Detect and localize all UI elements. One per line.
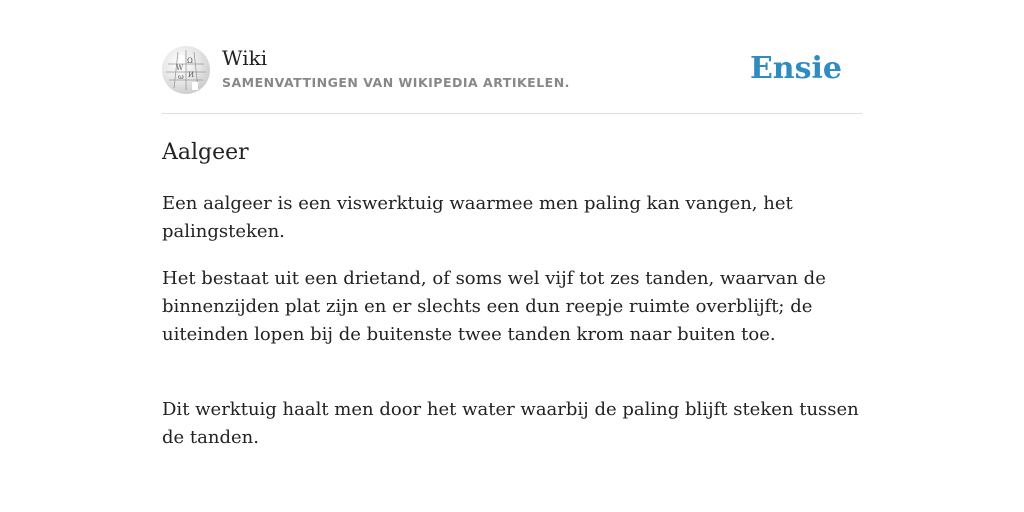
- svg-text:И: И: [188, 71, 195, 79]
- site-header: [162, 0, 862, 114]
- article: [162, 138, 862, 452]
- wikipedia-globe-icon[interactable]: [162, 46, 210, 94]
- svg-text:Ω: Ω: [187, 57, 193, 65]
- article-paragraph: Het bestaat uit een drietand, of soms wel vijf tot zes tanden, waarvan de binnenzijden plat zijn en er slechts een dun reepje ruimte overblijft; de uiteinden lopen bij de buitenste twee tanden krom naar buiten toe.: [162, 268, 826, 345]
- ensie-logo-link[interactable]: Ensie: [749, 51, 842, 86]
- article-title: Aalgeer: [162, 140, 249, 165]
- article-body: [162, 190, 862, 452]
- site-name: Wiki: [222, 46, 268, 70]
- site-tagline: SAMENVATTINGEN VAN WIKIPEDIA ARTIKELEN.: [222, 75, 570, 90]
- svg-text:W: W: [176, 64, 184, 72]
- content-container: [162, 0, 862, 471]
- article-paragraph: Een aalgeer is een viswerktuig waarmee men paling kan vangen, het palingsteken.: [162, 193, 793, 242]
- svg-text:ω: ω: [178, 73, 184, 81]
- paragraph-spacer: [162, 368, 862, 396]
- article-paragraph: Dit werktuig haalt men door het water waarbij de paling blijft steken tussen de tanden.: [162, 399, 859, 448]
